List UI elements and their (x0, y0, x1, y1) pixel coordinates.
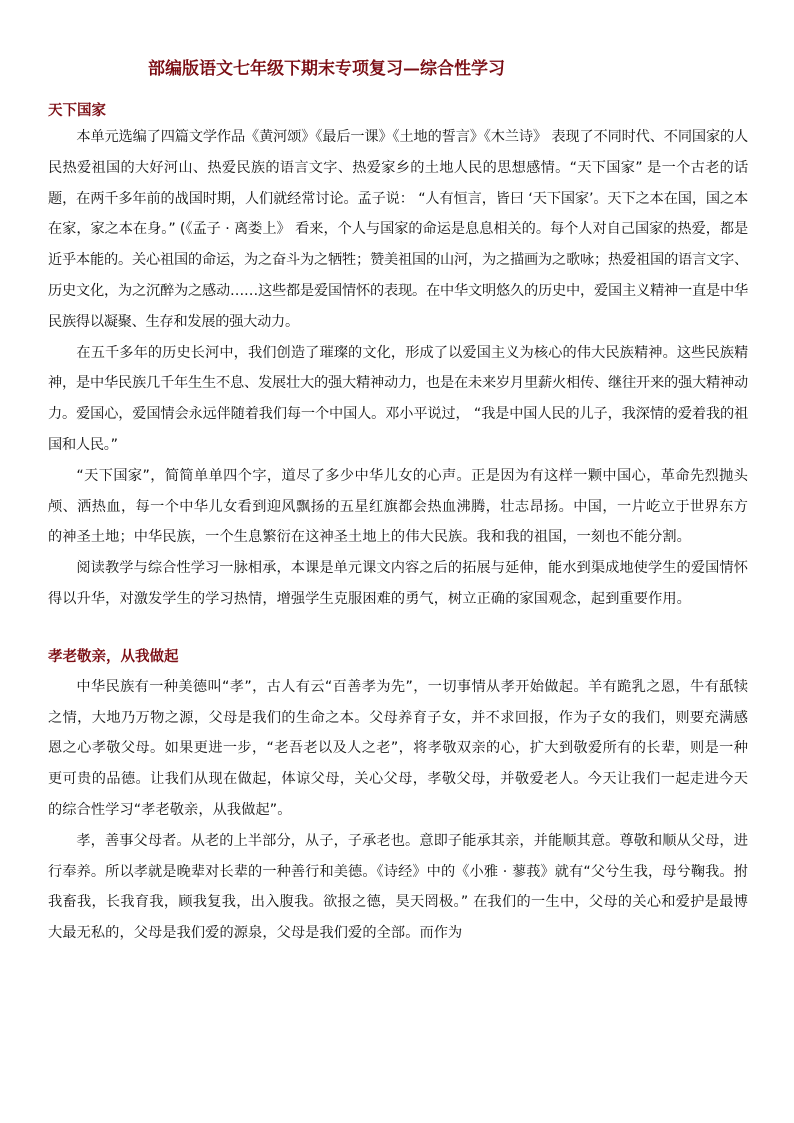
document-title: 部编版语文七年级下期末专项复习—综合性学习 (148, 59, 505, 79)
section-spacer (48, 615, 748, 646)
paragraph: 中华民族有一种美德叫“孝”，古人有云“百善孝为先”，一切事情从孝开始做起。羊有跪乳之恩，牛有舐犊之情，大地乃万物之源，父母是我们的生命之本。父母养育子女，并不求回报，作为子女的我们，则要充满感恩之心孝敬父母。如果更进一步，“老吾老以及人之老”，将孝敬双亲的心，扩大到敬爱所有的长辈，则是一种更可贵的品德。让我们从现在做起，体谅父母，关心父母，孝敬父母，并敬爱老人。今天让我们一起走进今天的综合性学习“孝老敬亲，从我做起”。 (48, 678, 748, 818)
section-tianxia-guojia (48, 100, 748, 615)
paragraph: 本单元选编了四篇文学作品《黄河颂》《最后一课》《土地的誓言》《木兰诗》 表现了不同时代、不同国家的人民热爱祖国的大好河山、热爱民族的语言文字、热爱家乡的土地人民的思想感情。“天下国家” 是一个古老的话题，在两千多年前的战国时期，人们就经常讨论。孟子说： “人有恒言，皆曰 ‘天下国家’。天下之本在国，国之本在家，家之本在身。” (《孟子 · 离娄上》 看来，个人与国家的命运是息息相关的。每个人对自己国家的热爱，都是近乎本能的。关心祖国的命运，为之奋斗为之牺牲；赞美祖国的山河，为之描画为之歌咏；热爱祖国的语言文字、历史文化，为之沉醉为之感动……这些都是爱国情怀的表现。在中华文明悠久的历史中，爱国主义精神一直是中华民族得以凝聚、生存和发展的强大动力。 (48, 129, 748, 330)
paragraph: “天下国家”，简简单单四个字，道尽了多少中华儿女的心声。正是因为有这样一颗中国心，革命先烈抛头颅、洒热血，每一个中华儿女看到迎风飘扬的五星红旗都会热血沸腾，壮志昂扬。中国，一片屹立于世界东方的神圣土地；中华民族，一个生息繁衍在这神圣土地上的伟大民族。我和我的祖国，一刻也不能分割。 (48, 467, 748, 546)
section-xiaolao-jingqin (48, 646, 748, 949)
section-heading: 孝老敬亲，从我做起 (48, 647, 179, 665)
document-page (48, 52, 748, 949)
section-heading: 天下国家 (48, 102, 106, 119)
paragraph: 在五千多年的历史长河中，我们创造了璀璨的文化，形成了以爱国主义为核心的伟大民族精神。这些民族精神，是中华民族几千年生生不息、发展壮大的强大精神动力，也是在未来岁月里薪火相传、继往开来的强大精神动力。爱国心，爱国情会永远伴随着我们每一个中国人。邓小平说过， “我是中国人民的儿子，我深情的爱着我的祖国和人民。” (48, 344, 748, 453)
paragraph: 阅读教学与综合性学习一脉相承，本课是单元课文内容之后的拓展与延伸，能水到渠成地使学生的爱国情怀得以升华，对激发学生的学习热情，增强学生克服困难的勇气，树立正确的家国观念，起到重要作用。 (48, 560, 748, 607)
paragraph: 孝，善事父母者。从老的上半部分，从子，子承老也。意即子能承其亲，并能顺其意。尊敬和顺从父母，进行奉养。所以孝就是晚辈对长辈的一种善行和美德。《诗经》中的《小雅 · 蓼莪》就有“父兮生我，母兮鞠我。拊我畜我，长我育我，顾我复我，出入腹我。欲报之德，昊天罔极。” 在我们的一生中，父母的关心和爱护是最博大最无私的，父母是我们爱的源泉，父母是我们爱的全部。而作为 (48, 832, 748, 942)
